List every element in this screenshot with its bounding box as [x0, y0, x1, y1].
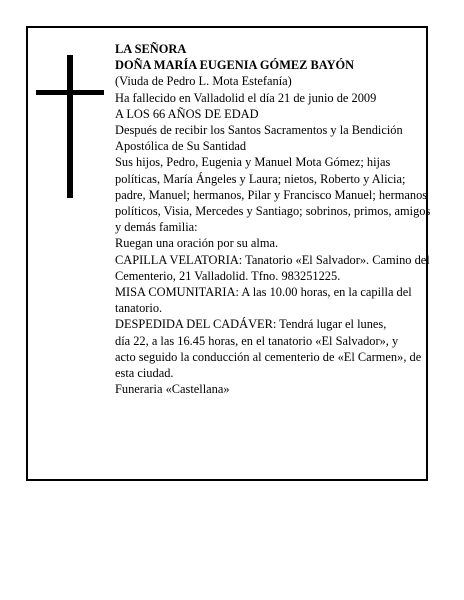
farewell-paragraph — [115, 316, 431, 381]
age-line: A LOS 66 AÑOS DE EDAD — [115, 106, 259, 121]
deceased-name: DOÑA MARÍA EUGENIA GÓMEZ BAYÓN — [115, 58, 355, 73]
mass-paragraph: MISA COMUNITARIA: A las 10.00 horas, en la capilla del tanatorio. — [115, 285, 412, 316]
chapel-paragraph: CAPILLA VELATORIA: Tanatorio «El Salvador». Camino del Cementerio, 21 Valladolid. Tfno. 983251225. — [115, 252, 430, 283]
farewell-line-2: día 22, a las 16.45 horas, en el tanatorio «El Salvador», y — [115, 333, 399, 348]
cross-vertical-bar — [67, 55, 73, 198]
death-line: Ha fallecido en Valladolid el día 21 de junio de 2009 — [115, 90, 377, 105]
sacraments-paragraph: Después de recibir los Santos Sacramentos y la Bendición Apostólica de Su Santidad — [115, 123, 403, 154]
obituary-notice — [26, 26, 431, 481]
farewell-line-rest: acto seguido la conducción al cementerio de «El Carmen», de esta ciudad. — [115, 349, 422, 381]
farewell-line-1: DESPEDIDA DEL CADÁVER: Tendrá lugar el lunes, — [115, 317, 387, 332]
widow-line: (Viuda de Pedro L. Mota Estefanía) — [115, 74, 292, 89]
notice-title: LA SEÑORA — [115, 42, 187, 56]
prayer-line: Ruegan una oración por su alma. — [115, 236, 279, 251]
funeral-home: Funeraria «Castellana» — [115, 382, 230, 397]
cross-horizontal-bar — [36, 90, 104, 95]
notice-body — [115, 41, 431, 397]
family-paragraph: Sus hijos, Pedro, Eugenia y Manuel Mota Gómez; hijas políticas, María Ángeles y Laura; nietos, Roberto y Alicia; padre, Manuel; hermanos, Pilar y Francisco Manuel; hermanos políticos, Visia, Mercedes y Santiago; sobrinos, primos, amigos y demás familia: — [115, 155, 431, 235]
